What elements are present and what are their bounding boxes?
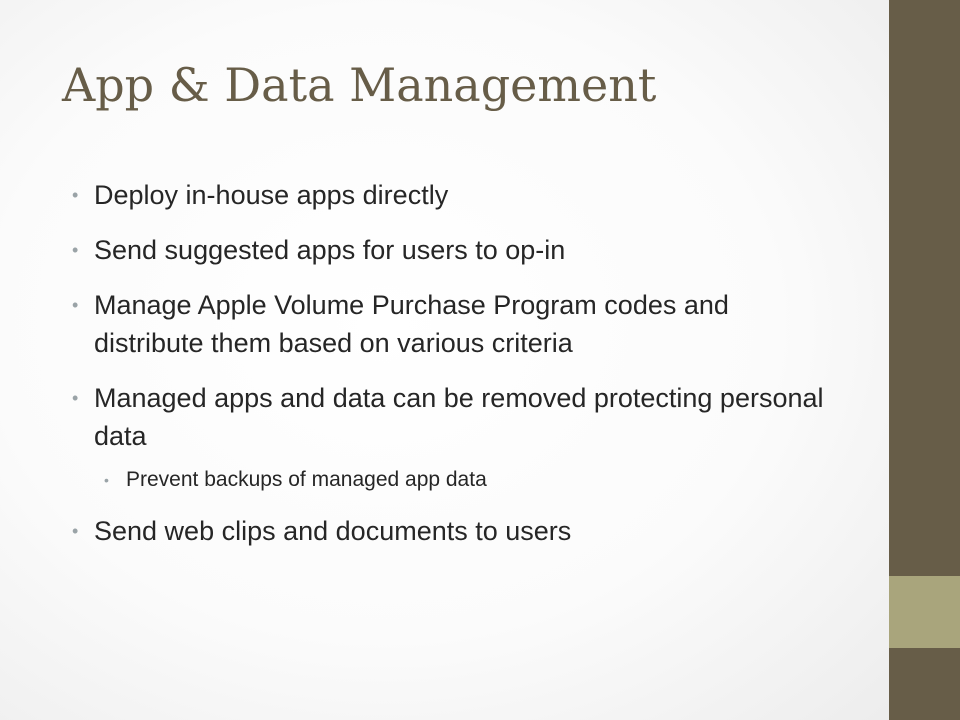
bullet-text: Deploy in-house apps directly [94,180,449,210]
bullet-item [72,512,832,550]
bullet-marker-icon: • [72,295,79,315]
bullet-text: Send suggested apps for users to op-in [94,235,566,265]
bullet-text: Manage Apple Volume Purchase Program codes and distribute them based on various criteria [94,290,729,358]
bullet-marker-icon: • [72,185,79,205]
bullet-item [72,231,832,269]
bullet-marker-icon: • [72,240,79,260]
sub-bullet-item [104,465,832,495]
bullet-list [72,176,832,567]
bullet-marker-icon: • [72,388,79,408]
bullet-item [72,286,832,362]
sub-bullet-text: Prevent backups of managed app data [126,468,487,491]
bullet-item [72,379,832,495]
bullet-marker-icon: • [72,521,79,541]
sub-bullet-marker-icon: • [104,472,109,488]
bullet-text: Send web clips and documents to users [94,516,572,546]
bullet-item [72,176,832,214]
bullet-text: Managed apps and data can be removed protecting personal data [94,383,824,451]
slide-title: App & Data Management [62,58,657,112]
sub-bullet-list [94,465,832,495]
side-accent-block [889,576,960,648]
